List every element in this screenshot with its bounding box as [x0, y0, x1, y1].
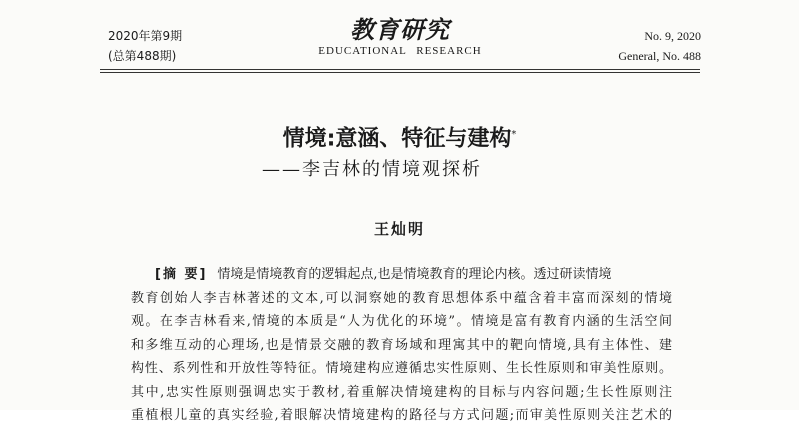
issue-info-cn [108, 26, 182, 66]
article-subtitle: ——李吉林的情境观探析 [262, 159, 482, 180]
issue-number-cn: 2020年第9期 [108, 29, 183, 43]
header-rule-bottom [100, 72, 700, 73]
abstract-line: 其中,忠实性原则强调忠实于教材,着重解决情境建构的目标与内容问题;生长性原则注 [131, 384, 672, 400]
total-issue-en: General, No. 488 [618, 49, 701, 63]
journal-title-cn: 教育研究 [350, 15, 450, 44]
abstract-line: 教育创始人李吉林著述的文本,可以洞察她的教育思想体系中蕴含着丰富而深刻的情境 [131, 290, 672, 306]
journal-masthead [300, 16, 500, 58]
article-title-text: 情境:意涵、特征与建构 [282, 126, 512, 152]
abstract-line-text: 情境是情境教育的逻辑起点,也是情境教育的理论内核。透过研读情境 [217, 267, 612, 282]
abstract-line: 观。在李吉林看来,情境的本质是“人为优化的环境”。情境是富有教育内涵的生活空间 [131, 314, 672, 329]
journal-title-en: EDUCATIONAL RESEARCH [318, 45, 482, 57]
abstract-line: 重植根儿童的真实经验,着眼解决情境建构的路径与方式问题;而审美性原则关注艺术的 [131, 408, 672, 423]
article-author: 王灿明 [373, 220, 425, 238]
total-issue-cn: (总第488期) [108, 49, 177, 63]
abstract-line [131, 263, 672, 287]
issue-number-en: No. 9, 2020 [644, 29, 701, 43]
abstract-block [131, 263, 672, 428]
abstract-line: 和多维互动的心理场,也是情景交融的教育场域和理寓其中的靶向情境,具有主体性、建 [131, 337, 672, 353]
title-footnote-mark: * [511, 129, 517, 140]
issue-info-en [618, 26, 701, 66]
abstract-label: [摘 要] [155, 267, 208, 282]
abstract-line: 构性、系列性和开放性等特征。情境建构应遵循忠实性原则、生长性原则和审美性原则。 [131, 361, 672, 376]
article-title [0, 120, 799, 154]
header-rule-top [100, 69, 700, 70]
